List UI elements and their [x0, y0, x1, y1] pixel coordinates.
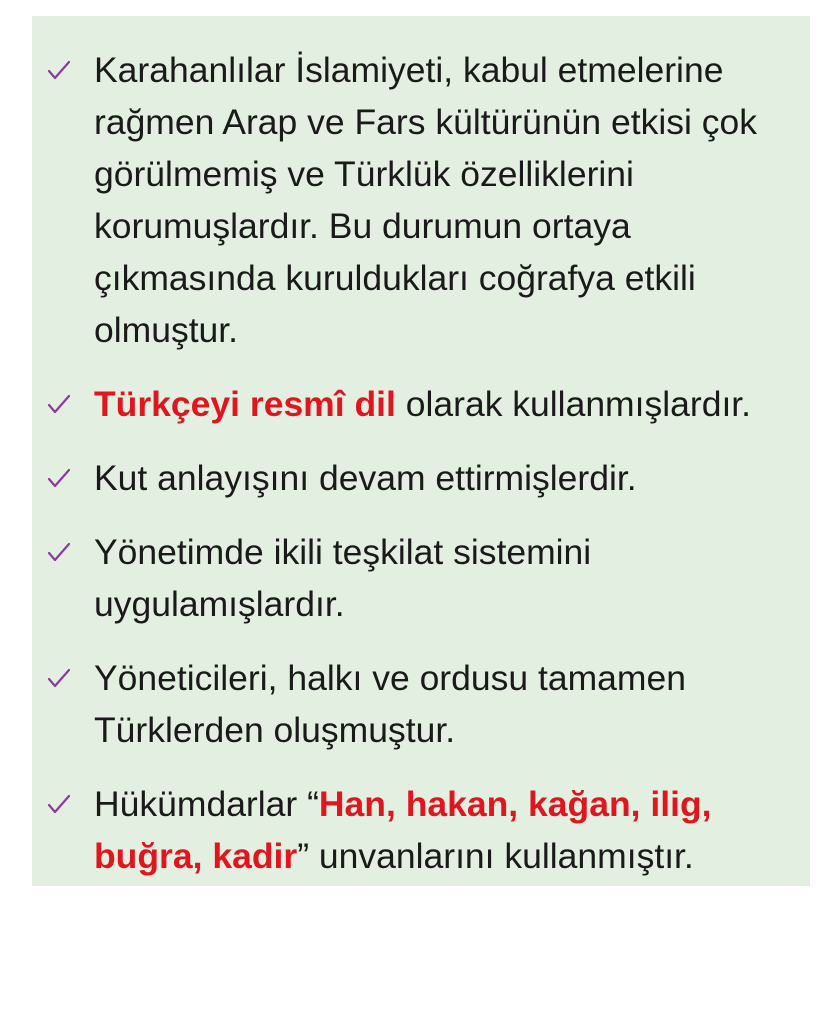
list-item	[32, 378, 810, 430]
item-text: Karahanlılar İslamiyeti, kabul etmelerine rağmen Arap ve Fars kültürünün etkisi çok görülmemiş ve Türklük özelliklerini korumuşlardır. Bu durumun ortaya çıkmasında kuruldukları coğrafya etkili olmuştur.	[94, 50, 757, 350]
list-item	[32, 526, 810, 630]
checkmark-icon	[46, 652, 76, 704]
checkmark-icon	[46, 452, 76, 504]
highlighted-text: Türkçeyi resmî dil	[94, 384, 396, 424]
item-text: Hükümdarlar “	[94, 784, 319, 824]
item-text: Yönetimde ikili teşkilat sistemini uygulamışlardır.	[94, 532, 592, 624]
checkmark-icon	[46, 44, 76, 96]
item-text: ” unvanlarını kullanmıştır.	[297, 836, 694, 876]
info-panel	[32, 16, 810, 886]
list-item	[32, 452, 810, 504]
item-text: Kut anlayışını devam ettirmişlerdir.	[94, 458, 637, 498]
item-text: Yöneticileri, halkı ve ordusu tamamen Türklerden oluşmuştur.	[94, 658, 686, 750]
list-item	[32, 778, 810, 882]
list-item	[32, 652, 810, 756]
item-text: olarak kullanmışlardır.	[395, 384, 752, 424]
checkmark-icon	[46, 778, 76, 830]
checkmark-icon	[46, 378, 76, 430]
highlighted-text: Han, hakan, kağan, ilig, buğra, kadir	[94, 784, 712, 876]
list-item	[32, 44, 810, 356]
checkmark-icon	[46, 526, 76, 578]
